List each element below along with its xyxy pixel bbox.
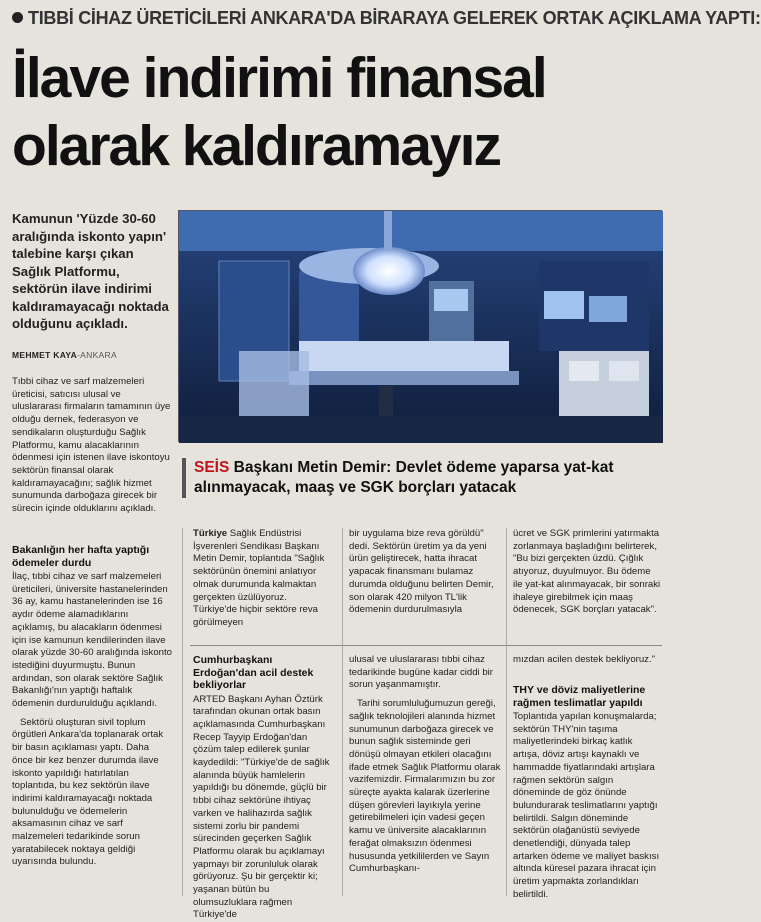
mid-bottom-b-text: ulusal ve uluslararası tıbbi cihaz tedarikinde bugüne kadar ciddi bir sorun yaşanmamıştır.	[349, 654, 501, 692]
left-section-text: İlaç, tıbbi cihaz ve sarf malzemeleri üreticileri, üniversite hastanelerinden 36 ay, kamu hastanelerinden ise 16 aydır ödeme alamadıklarını açıklamış, bu alacakların ödenmesi için ise kamunun kendilerinden ilave olarak yüzde 30-60 aralığında iskonto istediğini duyurmuştu. Bunun ardından, son olarak sektöre Sağlık Bakanlığı'nın yaptığı haftalık ödemenin durdurulduğu açıklandı.	[12, 571, 172, 711]
subheadline-text: Başkanı Metin Demir: Devlet ödeme yaparsa yat-kat alınmayacak, maaş ve SGK borçları yatacak	[194, 459, 614, 496]
mid-top-column-a	[193, 528, 333, 630]
mid-top-a-text: Sağlık Endüstrisi İşverenleri Sendikası Başkanı Metin Demir, toplantıda "Sağlık sektörünün önemini anlatıyor olmak durumunda kalmaktan gerçekten üzülüyoruz. Türkiye'de hiçbir sektöre reva görülmeyen	[193, 528, 324, 628]
headline	[12, 44, 662, 180]
column-rule	[182, 528, 183, 896]
subheadline	[182, 458, 660, 498]
mid-bottom-b-text-2: Tarihi sorumluluğumuzun gereği, sağlık teknolojileri alanında hizmet sunumunun darboğaza girecek ve bunun sağlık sisteminde geri dönüşü olmayan etkileri olacağını ifade etmek Sağlık Platformu olarak vazifemizdir. Firmalarımızın bu zor süreçte ayakta kalarak üzerlerine düşen görevleri layıkıyla yerine getirebilmeleri için vadesi geçen kamu ve üniversite alacaklarının ferağat olmaksızın ödenmesi hususunda yetkililerden ve Sayın Cumhurbaşkanı-	[349, 698, 501, 876]
byline-city: ANKARA	[80, 350, 117, 360]
subheadline-acronym: SEİS	[194, 459, 229, 476]
column-rule	[506, 528, 507, 896]
mid-bottom-column-b	[349, 654, 501, 876]
thy-section-text: Toplantıda yapılan konuşmalarda; sektörün THY'nin taşıma maliyetlerindeki birkaç katlık artışa, döviz artışı kaynaklı ve hammadde fiyatlarındaki artışlara rağmen sektörün salgın döneminde de göz önünde bulundurarak teslimatlarını yaptığı belirtildi. Salgın döneminde sektörün olağanüstü seviyede denetlendiği, dünyada talep artarken ödeme ve maliyet baskısı altında küresel pazara ihracat için üretim yapmakta zorlandıkları belirtildi.	[513, 711, 661, 902]
byline-author: MEHMET KAYA	[12, 350, 77, 360]
mid-top-column-b: bir uygulama bize reva görüldü" dedi. Sektörün üretim ya da yeni ürün geliştirecek, hatta ihracat yapacak finansmanı bulamaz durumda olduğunu belirten Demir, son olarak 420 milyon TL'lik ödemenin durdurulmasıyla	[349, 528, 501, 617]
mid-bottom-column-c	[513, 684, 661, 902]
left-section	[12, 544, 172, 869]
operating-room-photo	[178, 210, 662, 442]
lead-paragraph: Kamunun 'Yüzde 30-60 aralığında iskonto yapın' talebine karşı çıkan Sağlık Platformu, sektörün ilave indirimi kaldıramayacağı noktada olduğunu açıkladı.	[12, 210, 174, 333]
operating-room-icon	[179, 211, 663, 443]
byline: MEHMET KAYA-ANKARA	[12, 350, 174, 360]
thy-section-heading: THY ve döviz maliyetlerine rağmen teslimatlar yapıldı	[513, 684, 661, 709]
erdogan-section-text: ARTED Başkanı Ayhan Öztürk tarafından okunan ortak basın açıklamasında Cumhurbaşkanı Recep Tayyip Erdoğan'dan çözüm talep edilerek şunlar kaydedildi: "Türkiye'de de sağlık alanında büyük hamlelerin yapıldığı bu dönemde, güçlü bir tıbbi cihaz sektörüne ihtiyaç varken ve halihazırda sağlık sistemi zorlu bir pandemi sürecinden geçerken Sağlık Platformu olarak bu açıklamayı yapmayı bir zorunluluk olarak görüyoruz. Şu bir gerçektir ki; yaşanan bütün bu olumsuzluklara rağmen Türkiye'de	[193, 694, 333, 922]
left-section-heading: Bakanlığın her hafta yaptığı ödemeler durdu	[12, 544, 172, 569]
mid-top-column-c: ücret ve SGK primlerini yatırmakta zorlanmaya başladığını belirterek, "Bu bizi gerçekten üzdü. Çığlık atıyoruz, duyulmuyor. Bu ödeme ile yat-kat alınmayacak, bir sonraki ihaleye girebilmek için maaş ödenecek, SGK borçları yatacak".	[513, 528, 661, 617]
kicker: TIBBİ CİHAZ ÜRETİCİLERİ ANKARA'DA BİRARAYA GELEREK ORTAK AÇIKLAMA YAPTI:	[12, 8, 662, 29]
headline-line-1: İlave indirimi finansal	[12, 44, 662, 112]
left-section-text-2: Sektörü oluşturan sivil toplum örgütleri Ankara'da toplanarak ortak bir basın açıklaması yaptı. Daha önce bir kez benzer durumda ilave iskonto yapıldığı hatırlatılan toplantıda, bu kez sektörün ilave indirimi kaldıramayacağı noktada bulunulduğu ve ödemelerin aksamasının cihaz ve sarf malzemeleri tedarikinde sorun yaratabilecek noktaya geldiği uyarısında bulundu.	[12, 717, 172, 869]
column-rule	[342, 528, 343, 896]
headline-line-2: olarak kaldıramayız	[12, 112, 662, 180]
mid-bottom-column-a	[193, 654, 333, 922]
left-intro-paragraph: Tıbbi cihaz ve sarf malzemeleri üreticisi, satıcısı ulusal ve uluslararası firmaların tamamının üye olduğu dernek, federasyon ve sendikaların oluşturduğu Sağlık Platformu, kamu alacaklarının ödenmesi için istenen ilave iskontoyu sektörün finansal olarak kaldıramayacağını; sağlık hizmet sunumunda darboğaza girecek bir sürecin içinde olduklarını açıkladı.	[12, 376, 172, 516]
mid-top-a-bold: Türkiye	[193, 528, 227, 539]
mid-bottom-c-top: mızdan acilen destek bekliyoruz."	[513, 654, 661, 667]
section-divider	[190, 645, 662, 646]
erdogan-section-heading: Cumhurbaşkanı Erdoğan'dan acil destek bekliyorlar	[193, 654, 333, 692]
bullet-icon	[12, 12, 23, 23]
